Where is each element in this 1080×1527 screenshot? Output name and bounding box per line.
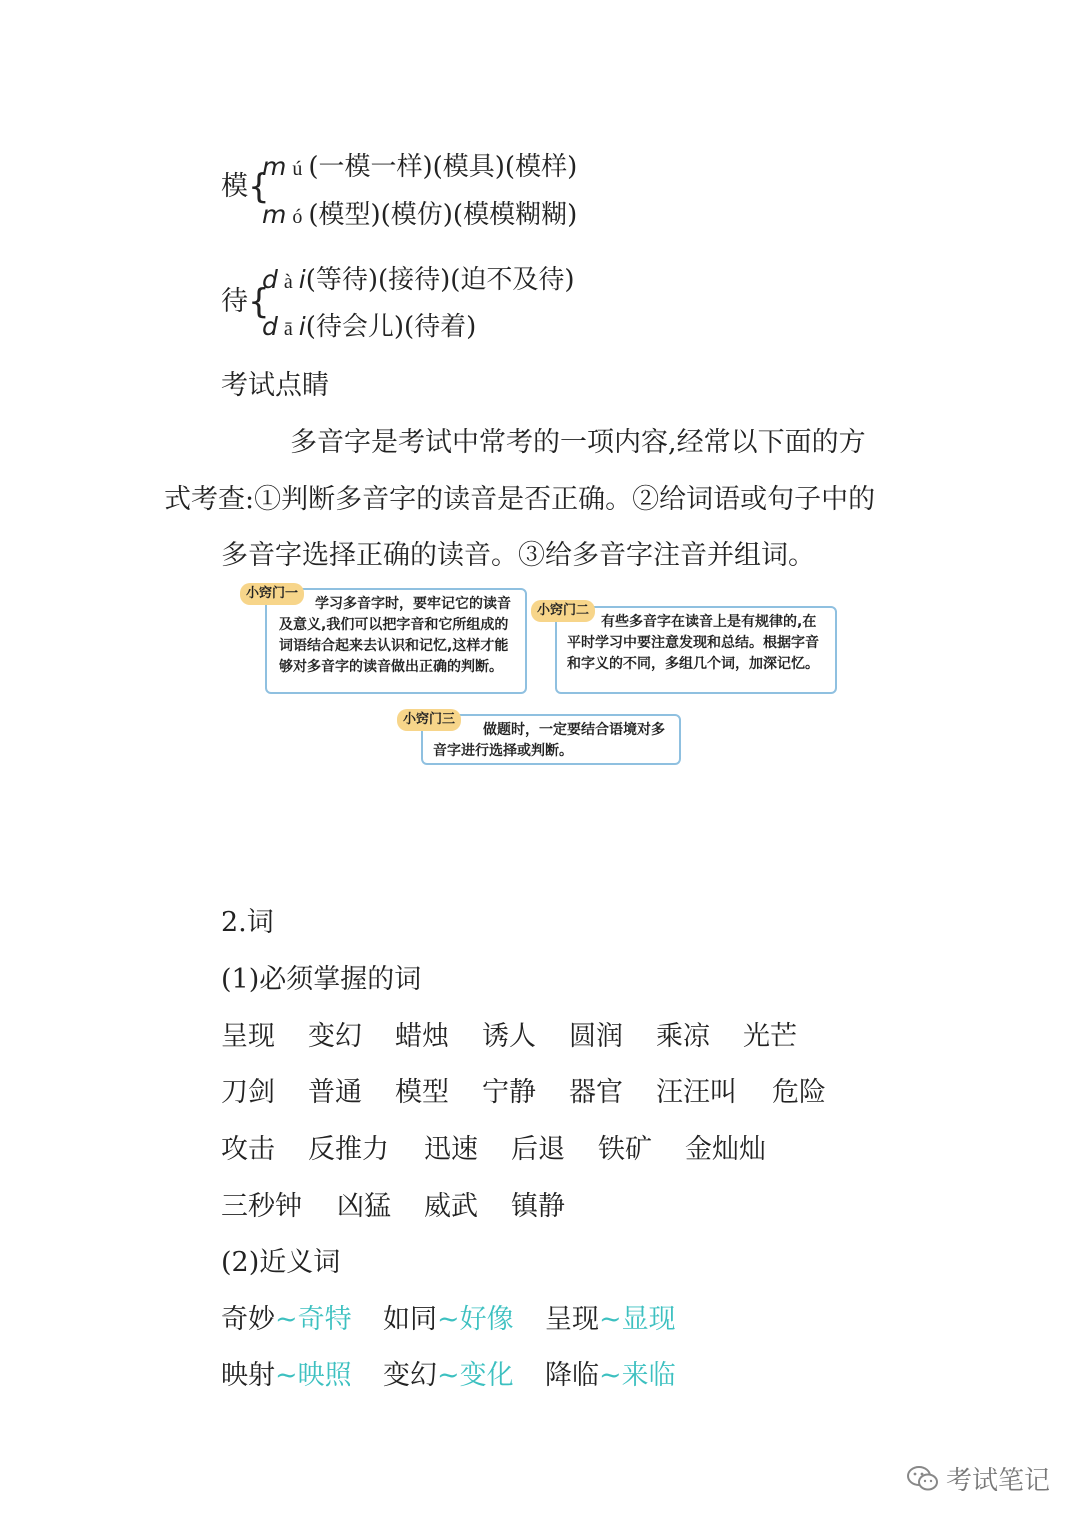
word: 汪汪叫 <box>656 1077 737 1108</box>
word: 蜡烛 <box>395 1021 449 1052</box>
synonym-match: 来临 <box>621 1360 676 1391</box>
pinyin-initial: d <box>262 265 278 294</box>
brace-icon: { <box>248 282 270 322</box>
tip-label-3: 小窍门三 <box>397 709 461 731</box>
tilde: ~ <box>275 1360 298 1391</box>
word: 凶猛 <box>337 1191 391 1222</box>
word: 诱人 <box>482 1021 536 1052</box>
exam-tip-heading: 考试点睛 <box>221 370 329 401</box>
pinyin-vowel: ā <box>283 318 293 340</box>
tip-text: 学习多音字时，要牢记它的读音及意义,我们可以把字音和它所组成的词语结合起来去认识和记忆,这样才能够对多音字的读音做出正确的判断。 <box>279 596 511 675</box>
word: 呈现 <box>221 1021 275 1052</box>
tilde: ~ <box>599 1304 622 1335</box>
word: 三秒钟 <box>221 1191 302 1222</box>
tilde: ~ <box>275 1304 298 1335</box>
word: 金灿灿 <box>685 1134 766 1165</box>
synonym-word: 映射 <box>221 1360 275 1391</box>
word: 铁矿 <box>598 1134 652 1165</box>
pinyin-initial: m <box>262 200 287 229</box>
reading-line <box>262 263 575 299</box>
word: 变幻 <box>308 1021 362 1052</box>
synonym-pair <box>545 1359 676 1393</box>
synonym-pair <box>545 1303 676 1337</box>
word: 普通 <box>308 1077 362 1108</box>
synonym-word: 降临 <box>545 1360 599 1391</box>
synonym-match: 好像 <box>459 1304 514 1335</box>
reading-words: (待会儿)(待着) <box>305 312 477 342</box>
exam-tip-line-1: 多音字是考试中常考的一项内容,经常以下面的方 <box>290 427 866 458</box>
reading-words: (一模一样)(模具)(模样) <box>308 152 578 182</box>
reading-words: (等待)(接待)(迫不及待) <box>305 265 575 295</box>
polyphone-char: 待 <box>221 286 248 317</box>
reading-line <box>262 310 476 346</box>
word: 宁静 <box>482 1077 536 1108</box>
word-row <box>221 1190 565 1224</box>
word: 反推力 <box>308 1134 389 1165</box>
word: 迅速 <box>424 1134 478 1165</box>
synonym-row <box>221 1303 676 1337</box>
word: 后退 <box>511 1134 565 1165</box>
pinyin-initial: m <box>262 152 287 181</box>
synonym-match: 映照 <box>297 1360 352 1391</box>
word: 镇静 <box>511 1191 565 1222</box>
word: 危险 <box>772 1077 826 1108</box>
word: 乘凉 <box>656 1021 710 1052</box>
tilde: ~ <box>437 1360 460 1391</box>
brace-icon: { <box>248 167 270 207</box>
wechat-icon <box>906 1464 940 1494</box>
tip-text: 有些多音字在读音上是有规律的,在平时学习中要注意发现和总结。根据字音和字义的不同，多组几个词，加深记忆。 <box>567 614 819 672</box>
watermark-text: 考试笔记 <box>945 1466 1050 1496</box>
pinyin-vowel: ó <box>292 206 303 228</box>
word: 光芒 <box>743 1021 797 1052</box>
pinyin-vowel: à <box>283 271 293 293</box>
synonym-word: 呈现 <box>545 1304 599 1335</box>
word: 模型 <box>395 1077 449 1108</box>
synonym-match: 变化 <box>459 1360 514 1391</box>
exam-tip-line-3: 多音字选择正确的读音。③给多音字注音并组词。 <box>221 540 815 571</box>
reading-words: (模型)(模仿)(模模糊糊) <box>308 200 578 230</box>
tip-label-1: 小窍门一 <box>240 583 304 605</box>
synonym-pair <box>383 1303 545 1337</box>
reading-line <box>262 150 577 186</box>
tilde: ~ <box>599 1360 622 1391</box>
word-row <box>221 1133 766 1167</box>
synonym-word: 如同 <box>383 1304 437 1335</box>
word: 攻击 <box>221 1134 275 1165</box>
synonym-pair <box>221 1359 383 1393</box>
pinyin-vowel: ú <box>292 158 303 180</box>
synonym-pair <box>221 1303 383 1337</box>
word-row <box>221 1020 797 1054</box>
subsection-required-words: (1)必须掌握的词 <box>221 964 422 995</box>
watermark <box>906 1460 1050 1497</box>
synonym-word: 奇妙 <box>221 1304 275 1335</box>
tip-text: 做题时，一定要结合语境对多音字进行选择或判断。 <box>433 722 665 759</box>
pinyin-final: i <box>298 312 306 341</box>
synonym-pair <box>383 1359 545 1393</box>
synonym-match: 奇特 <box>297 1304 352 1335</box>
word: 器官 <box>569 1077 623 1108</box>
word: 刀剑 <box>221 1077 275 1108</box>
pinyin-final: i <box>298 265 306 294</box>
word-row <box>221 1076 826 1110</box>
tip-box-2 <box>555 606 837 694</box>
subsection-synonyms: (2)近义词 <box>221 1247 341 1278</box>
word: 威武 <box>424 1191 478 1222</box>
reading-line <box>262 198 577 234</box>
synonym-row <box>221 1359 676 1393</box>
word: 圆润 <box>569 1021 623 1052</box>
synonym-match: 显现 <box>621 1304 676 1335</box>
polyphone-char: 模 <box>221 171 248 202</box>
pinyin-initial: d <box>262 312 278 341</box>
section-heading: 2.词 <box>221 907 274 938</box>
exam-tip-line-2: 式考查:①判断多音字的读音是否正确。②给词语或句子中的 <box>164 484 876 515</box>
tilde: ~ <box>437 1304 460 1335</box>
tip-label-2: 小窍门二 <box>531 600 595 622</box>
tip-box-1 <box>265 588 527 694</box>
synonym-word: 变幻 <box>383 1360 437 1391</box>
